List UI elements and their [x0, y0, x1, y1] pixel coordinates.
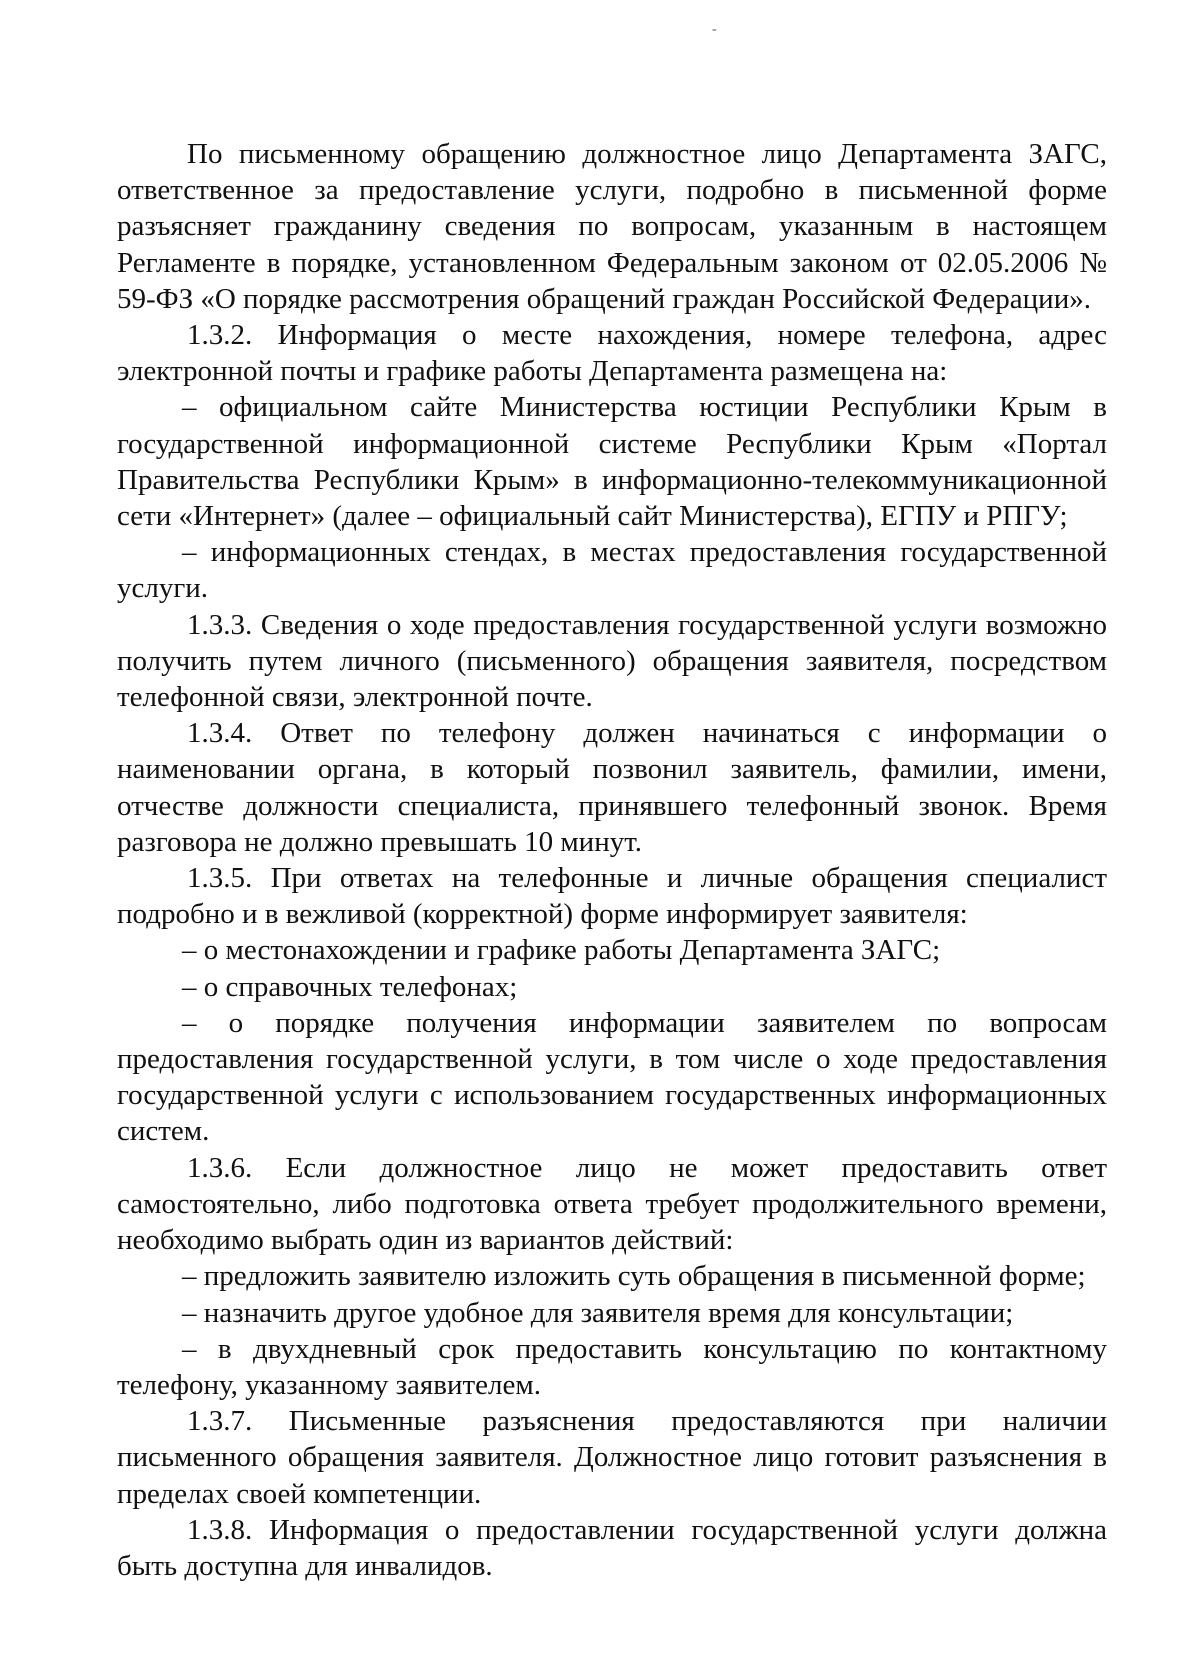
paragraph-1-3-5: 1.3.5. При ответах на телефонные и личные обращения специалист подробно и в вежливой (корректной) форме информирует заявителя:	[117, 862, 1107, 931]
list-item-location: – о местонахождении и графике работы Департамента ЗАГС;	[182, 934, 941, 967]
paragraph-1-3-2: 1.3.2. Информация о месте нахождения, номере телефона, адрес электронной почты и графике работы Департамента размещена на:	[117, 319, 1107, 388]
list-item-procedure: – о порядке получения информации заявителем по вопросам предоставления государственной услуги, в том числе о ходе предоставления государственной услуги с использованием государственных информационных систем.	[117, 1006, 1107, 1148]
list-item-written-form: – предложить заявителю изложить суть обращения в письменной форме;	[182, 1260, 1086, 1293]
list-item-info-stands: – информационных стендах, в местах предоставления государственной услуги.	[117, 536, 1107, 605]
paragraph-written-request: По письменному обращению должностное лицо Департамента ЗАГС, ответственное за предоставление услуги, подробно в письменной форме разъясняет гражданину сведения по вопросам, указанным в настоящем Регламенте в порядке, установленном Федеральным законом от 02.05.2006 № 59-ФЗ «О порядке рассмотрения обращений граждан Российской Федерации».	[117, 138, 1107, 315]
document-body	[117, 136, 1107, 1584]
list-item-official-site: – официальном сайте Министерства юстиции Республики Крым в государственной информационной системе Республики Крым «Портал Правительства Республики Крым» в информационно-телекоммуникационной сети «Интернет» (далее – официальный сайт Министерства), ЕГПУ и РПГУ;	[117, 391, 1107, 533]
paragraph-1-3-7: 1.3.7. Письменные разъяснения предоставляются при наличии письменного обращения заявителя. Должностное лицо готовит разъяснения в пределах своей компетенции.	[117, 1405, 1107, 1510]
list-item-two-days: – в двухдневный срок предоставить консультацию по контактному телефону, указанному заявителем.	[117, 1332, 1107, 1401]
paragraph-1-3-4: 1.3.4. Ответ по телефону должен начинаться с информации о наименовании органа, в который позвонил заявитель, фамилии, имени, отчестве должности специалиста, принявшего телефонный звонок. Время разговора не должно превышать 10 минут.	[117, 717, 1107, 858]
paragraph-1-3-8: 1.3.8. Информация о предоставлении государственной услуги должна быть доступна для инвалидов.	[117, 1513, 1107, 1582]
paragraph-1-3-6: 1.3.6. Если должностное лицо не может предоставить ответ самостоятельно, либо подготовка ответа требует продолжительного времени, необходимо выбрать один из вариантов действий:	[117, 1151, 1107, 1257]
scan-mark: -	[712, 22, 717, 37]
list-item-other-time: – назначить другое удобное для заявителя время для консультации;	[182, 1296, 1014, 1329]
paragraph-1-3-3: 1.3.3. Сведения о ходе предоставления государственной услуги возможно получить путем личного (письменного) обращения заявителя, посредством телефонной связи, электронной почте.	[117, 608, 1107, 714]
list-item-phones: – о справочных телефонах;	[182, 970, 518, 1003]
